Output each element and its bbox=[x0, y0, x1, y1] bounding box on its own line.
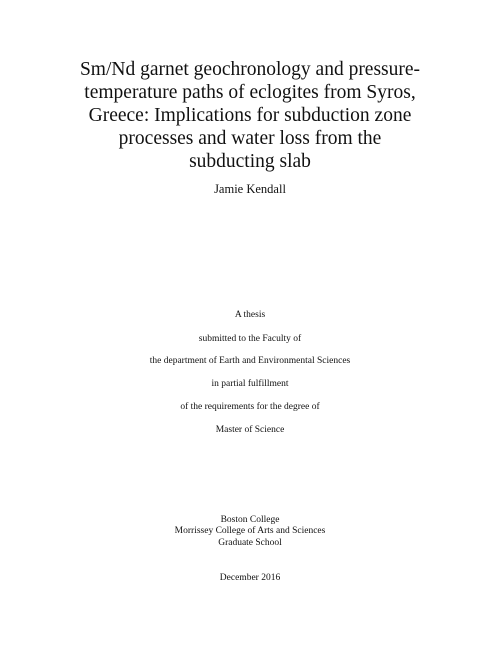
title-line: processes and water loss from the bbox=[118, 128, 382, 149]
title-line: temperature paths of eclogites from Syros, bbox=[84, 82, 416, 103]
author-name: Jamie Kendall bbox=[214, 182, 286, 196]
thesis-statement-line: A thesis bbox=[234, 310, 266, 320]
title-line: Greece: Implications for subduction zone bbox=[88, 105, 412, 126]
title-line: subducting slab bbox=[189, 151, 311, 172]
thesis-statement-line: the department of Earth and Environmental Sciences bbox=[149, 356, 351, 366]
institution-line: Morrissey College of Arts and Sciences bbox=[174, 526, 326, 536]
institution-line: Boston College bbox=[220, 515, 280, 525]
thesis-statement-line: of the requirements for the degree of bbox=[180, 402, 320, 412]
submission-date: December 2016 bbox=[219, 573, 281, 583]
title-line: Sm/Nd garnet geochronology and pressure- bbox=[79, 59, 421, 80]
institution-line: Graduate School bbox=[218, 538, 282, 548]
thesis-statement-line: submitted to the Faculty of bbox=[198, 334, 302, 344]
thesis-statement-line: in partial fulfillment bbox=[211, 379, 289, 389]
thesis-title bbox=[60, 58, 440, 173]
thesis-statement-line: Master of Science bbox=[215, 425, 285, 435]
